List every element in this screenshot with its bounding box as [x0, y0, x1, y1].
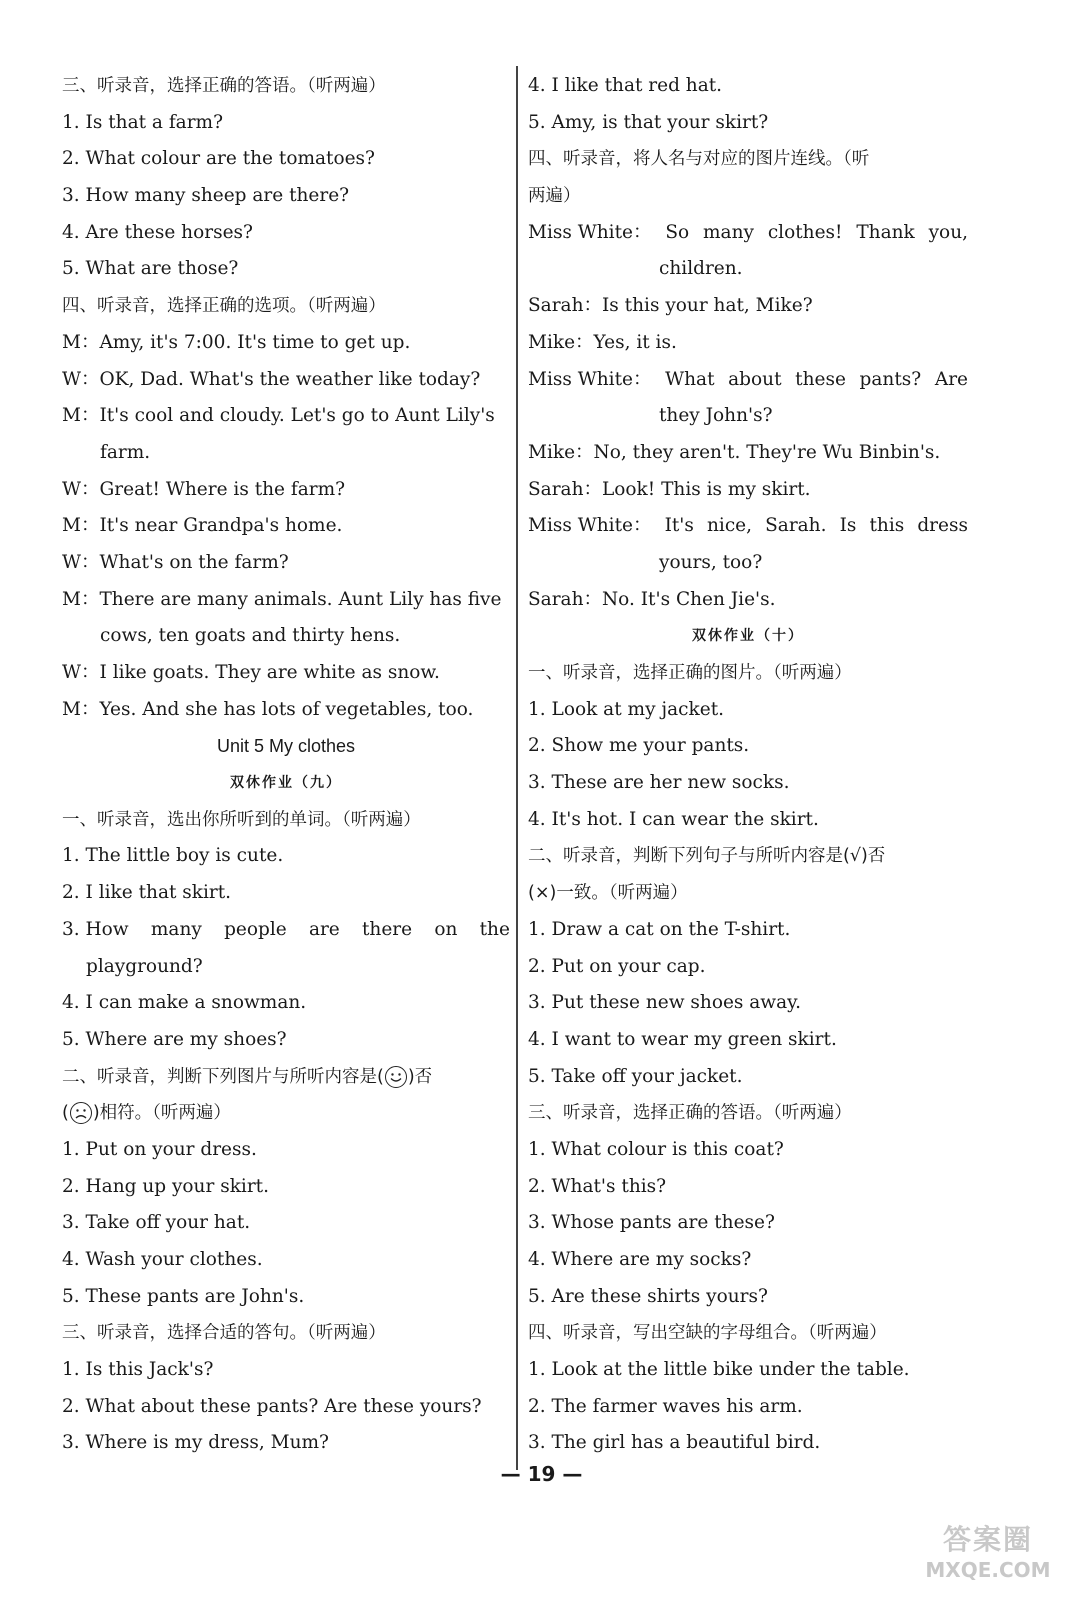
page-number-value: 19 — [527, 1462, 556, 1486]
question-line: 4. I can make a snowman. — [62, 992, 307, 1014]
word: many — [150, 918, 202, 940]
section-heading: 二、听录音，判断下列句子与所听内容是(√)否 — [528, 846, 886, 867]
word: the — [479, 918, 510, 940]
question-line: 4. I want to wear my green skirt. — [528, 1028, 837, 1050]
question-line: 2. Hang up your skirt. — [62, 1175, 269, 1197]
question-line: 1. Look at my jacket. — [528, 698, 725, 720]
section-heading: 一、听录音，选择正确的图片。（听两遍） — [528, 663, 852, 683]
column-divider — [516, 66, 518, 1470]
question-line: 4. Are these horses? — [62, 221, 253, 243]
dialogue-line: M：It's near Grandpa's home. — [62, 515, 343, 537]
section-heading: 三、听录音，选择合适的答句。（听两遍） — [62, 1323, 386, 1344]
section-heading — [62, 1059, 510, 1096]
word: these — [795, 368, 846, 390]
question-line: 1. Is that a farm? — [62, 111, 223, 133]
question-line: 2. Put on your cap. — [528, 955, 706, 977]
question-line: 3. The girl has a beautiful bird. — [528, 1432, 821, 1454]
word: there — [362, 918, 413, 940]
dialogue-line: W：OK, Dad. What's the weather like today? — [62, 368, 481, 390]
word: It's — [664, 515, 694, 537]
question-line: 1. Put on your dress. — [62, 1138, 257, 1160]
section-heading: 一、听录音，选出你所听到的单词。（听两遍） — [62, 809, 421, 830]
question-line: 3. Take off your hat. — [62, 1212, 251, 1234]
word: Sarah. — [765, 515, 827, 537]
question-line: 4. It's hot. I can wear the skirt. — [528, 808, 819, 830]
word: clothes! — [767, 221, 843, 243]
dialogue-line: Sarah：No. It's Chen Jie's. — [528, 588, 776, 610]
word: this — [869, 515, 905, 537]
word: many — [703, 221, 754, 243]
word: nice, — [706, 515, 753, 537]
speaker: Miss White： — [528, 221, 652, 243]
word: What — [665, 368, 715, 390]
section-heading-continuation: 两遍） — [528, 186, 581, 207]
question-line: 3. Whose pants are these? — [528, 1212, 775, 1234]
speaker: Miss White： — [528, 515, 652, 537]
dialogue-line: W：Great! Where is the farm? — [62, 478, 346, 500]
dialogue-continuation: yours, too? — [659, 551, 763, 573]
section-heading: 三、听录音，选择正确的答语。（听两遍） — [62, 76, 386, 96]
heading-text: 二、听录音，判断下列图片与所听内容是( — [62, 1066, 384, 1087]
unit-title: Unit 5 My clothes — [216, 736, 356, 757]
dialogue-line: Mike：Yes, it is. — [528, 331, 677, 353]
question-line: 1. Look at the little bike under the table. — [528, 1359, 910, 1381]
watermark-url: MXQE.COM — [925, 1558, 1051, 1582]
question-line: 5. Amy, is that your skirt? — [528, 111, 769, 133]
word: you, — [928, 221, 968, 243]
question-line: 2. I like that skirt. — [62, 882, 232, 904]
dialogue-line-justified — [528, 215, 968, 252]
dialogue-line: Sarah：Look! This is my skirt. — [528, 478, 811, 500]
dialogue-line: W：I like goats. They are white as snow. — [62, 662, 440, 683]
word: 3. How — [62, 918, 129, 940]
speaker: Miss White： — [528, 368, 652, 390]
dialogue-line: M：It's cool and cloudy. Let's go to Aunt Lily's — [62, 405, 495, 427]
dialogue-line: Sarah：Is this your hat, Mike? — [528, 295, 813, 317]
question-line: 5. Take off your jacket. — [528, 1065, 743, 1087]
question-line: 3. Put these new shoes away. — [528, 992, 802, 1014]
question-line: 3. How many sheep are there? — [62, 185, 350, 207]
section-heading: 四、听录音，写出空缺的字母组合。（听两遍） — [528, 1323, 887, 1344]
dialogue-continuation: children. — [659, 258, 743, 280]
question-line: 2. Show me your pants. — [528, 735, 750, 757]
heading-text: )相符。（听两遍） — [92, 1103, 231, 1124]
question-line: 1. What colour is this coat? — [528, 1138, 784, 1160]
question-line: 2. What colour are the tomatoes? — [62, 148, 375, 170]
dialogue-continuation: cows, ten goats and thirty hens. — [100, 625, 401, 647]
question-line: 2. What's this? — [528, 1175, 667, 1197]
question-line: 4. Wash your clothes. — [62, 1249, 263, 1270]
word: pants? — [859, 368, 922, 390]
watermark-logo — [913, 1518, 1063, 1582]
question-continuation: playground? — [86, 955, 203, 977]
heading-text: ( — [62, 1103, 69, 1124]
question-line: 5. Are these shirts yours? — [528, 1285, 768, 1307]
section-heading: 四、听录音，将人名与对应的图片连线。（听 — [528, 149, 870, 170]
section-heading: 四、听录音，选择正确的选项。（听两遍） — [62, 296, 386, 317]
question-line: 4. Where are my socks? — [528, 1249, 752, 1270]
homework-subtitle: 双休作业（九） — [230, 775, 342, 792]
word: Thank — [856, 221, 915, 243]
dialogue-line-justified — [528, 362, 968, 399]
right-column — [528, 68, 968, 1462]
question-line: 1. Is this Jack's? — [62, 1359, 214, 1381]
question-line: 5. Where are my shoes? — [62, 1028, 287, 1050]
dialogue-line: W：What's on the farm? — [62, 551, 289, 573]
left-column — [62, 68, 510, 1462]
dialogue-line-justified — [528, 508, 968, 545]
section-heading-continuation — [62, 1095, 510, 1132]
heading-text: )否 — [407, 1066, 433, 1087]
question-line: 1. Draw a cat on the T-shirt. — [528, 918, 791, 940]
sad-face-icon — [70, 1102, 92, 1124]
smiley-face-icon — [385, 1066, 407, 1088]
dialogue-line: M：There are many animals. Aunt Lily has five — [62, 588, 502, 610]
dialogue-line: M：Yes. And she has lots of vegetables, too. — [62, 698, 474, 720]
question-line: 1. The little boy is cute. — [62, 845, 284, 867]
word: are — [308, 918, 340, 940]
dialogue-continuation: they John's? — [659, 405, 773, 427]
question-line: 3. Where is my dress, Mum? — [62, 1432, 329, 1454]
question-line: 5. What are those? — [62, 258, 239, 280]
word: Is — [839, 515, 857, 537]
word: on — [434, 918, 458, 940]
dialogue-continuation: farm. — [100, 441, 151, 463]
page-number: — 19 — — [500, 1462, 583, 1486]
section-heading-continuation: (×)一致。（听两遍） — [528, 883, 688, 904]
dialogue-line: Mike：No, they aren't. They're Wu Binbin's. — [528, 441, 941, 463]
word: about — [728, 368, 782, 390]
question-line-justified — [62, 912, 510, 949]
section-heading: 三、听录音，选择正确的答语。（听两遍） — [528, 1103, 852, 1124]
word: people — [224, 918, 287, 940]
question-line: 2. The farmer waves his arm. — [528, 1395, 803, 1417]
dialogue-line: M：Amy, it's 7:00. It's time to get up. — [62, 331, 411, 353]
homework-subtitle: 双休作业（十） — [692, 628, 804, 645]
word: So — [665, 221, 690, 243]
watermark-text: 答案圈 — [942, 1523, 1033, 1556]
word: Are — [934, 368, 968, 390]
question-line: 3. These are her new socks. — [528, 772, 790, 794]
question-line: 4. I like that red hat. — [528, 75, 723, 96]
question-line: 5. These pants are John's. — [62, 1285, 305, 1307]
word: dress — [917, 515, 968, 537]
question-line: 2. What about these pants? Are these yours? — [62, 1395, 482, 1417]
